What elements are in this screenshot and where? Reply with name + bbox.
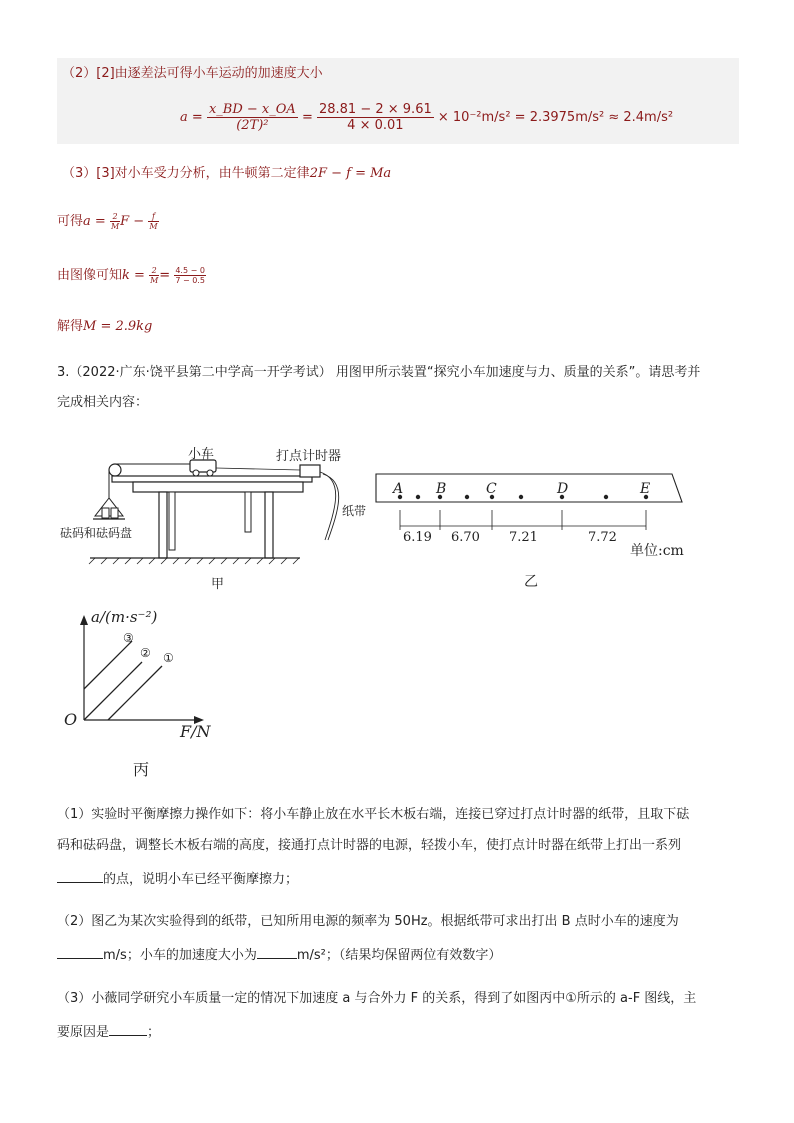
label-tape: 纸带 bbox=[342, 504, 367, 518]
tape-point-a: A bbox=[393, 481, 404, 497]
label-car: 小车 bbox=[188, 447, 215, 462]
question-intro-line1: 3.（2022·广东·饶平县第二中学高一开学考试） 用图甲所示装置“探究小车加速度与力、质量的关系”。请思考并 bbox=[57, 365, 701, 380]
table-top bbox=[133, 482, 303, 492]
tape-strip bbox=[376, 474, 682, 502]
q3-line1: （3）小薇同学研究小车质量一定的情况下加速度 a 与合外力 F 的关系，得到了如图丙中①所示的 a-F 图线，主 bbox=[57, 991, 697, 1006]
floor-hatch bbox=[89, 558, 299, 564]
weight-2 bbox=[111, 508, 118, 518]
graph-line-3 bbox=[84, 641, 132, 689]
q1-answer-blank[interactable] bbox=[57, 868, 103, 883]
graph-line-2 bbox=[84, 662, 142, 720]
part3-heading-text: （3）[3]对小车受力分析，由牛顿第二定律 bbox=[62, 166, 310, 181]
table-leg-4 bbox=[265, 492, 273, 558]
label-weights: 砝码和砝码盘 bbox=[60, 526, 133, 540]
tape-unit: 单位:cm bbox=[630, 543, 684, 559]
q1-line3 bbox=[57, 868, 298, 889]
tape-on-board bbox=[216, 468, 300, 470]
pulley-icon bbox=[109, 464, 121, 476]
q3-line2 bbox=[57, 1021, 160, 1042]
line-k-f1-den: M bbox=[150, 276, 159, 285]
label-timer: 打点计时器 bbox=[276, 449, 342, 464]
line-a-mid: F − bbox=[120, 214, 145, 229]
part3-heading bbox=[62, 165, 391, 183]
long-board bbox=[112, 476, 312, 482]
timer-body bbox=[300, 465, 320, 477]
q3-line2-text: 要原因是 bbox=[57, 1025, 110, 1040]
line-a-f1-num: 2 bbox=[110, 212, 120, 222]
q2-line2-b: m/s²；（结果均保留两位有效数字） bbox=[296, 948, 502, 963]
q2-acceleration-blank[interactable] bbox=[257, 944, 297, 959]
car-wheel-1 bbox=[193, 470, 199, 476]
graph-x-label: F/N bbox=[180, 722, 211, 741]
q1-line3-suffix: 的点，说明小车已经平衡摩擦力； bbox=[103, 872, 299, 887]
part3-equation: 2F − f = Ma bbox=[309, 166, 392, 181]
y-axis-arrow-icon bbox=[80, 615, 88, 625]
graph-line-label-1: ① bbox=[163, 651, 174, 665]
graph-line-label-2: ② bbox=[140, 646, 151, 660]
q1-line2: 码和砝码盘，调整长木板右端的高度，接通打点计时器的电源，轻拨小车，使打点计时器在纸带上打出一系列 bbox=[57, 838, 682, 853]
line-m-result bbox=[57, 318, 152, 336]
line-k-f1-num: 2 bbox=[149, 266, 159, 276]
line-k-frac2 bbox=[174, 266, 206, 285]
line-a-f2-num: f bbox=[148, 212, 158, 222]
line-k-f2-den: 7 − 0.5 bbox=[175, 276, 205, 285]
line-a-f1-den: M bbox=[110, 222, 120, 231]
tape-point-e: E bbox=[640, 481, 651, 497]
formula-eq1: = bbox=[191, 110, 203, 125]
formula-eq2: = bbox=[301, 110, 313, 125]
caption-bing: 丙 bbox=[133, 760, 150, 779]
line-k-lhs: k = bbox=[122, 268, 145, 283]
line-a-frac1 bbox=[110, 212, 120, 231]
table-leg-3 bbox=[245, 492, 251, 532]
line-a-lhs: a = bbox=[83, 214, 106, 229]
formula-num2: 28.81 − 2 × 9.61 bbox=[318, 102, 432, 117]
acceleration-formula bbox=[180, 102, 673, 133]
q3-answer-blank[interactable] bbox=[109, 1021, 147, 1036]
formula-den2: 4 × 0.01 bbox=[347, 118, 404, 133]
formula-lhs: a bbox=[180, 110, 188, 125]
tape-point-b: B bbox=[436, 481, 447, 497]
weight-1 bbox=[102, 508, 109, 518]
caption-jia: 甲 bbox=[211, 577, 225, 592]
graph-y-label-text: a/(m·s⁻²) bbox=[91, 608, 158, 626]
car-wheel-2 bbox=[207, 470, 213, 476]
part2-heading: （2）[2]由逐差法可得小车运动的加速度大小 bbox=[62, 66, 323, 81]
line-a-prefix: 可得 bbox=[57, 214, 84, 229]
line-m-value: M = 2.9kg bbox=[83, 319, 153, 334]
q2-line2-a: m/s；小车的加速度大小为 bbox=[103, 948, 257, 963]
tape-segment-2: 6.70 bbox=[451, 530, 480, 545]
line-a-f2-den: M bbox=[149, 222, 158, 231]
q2-line1: （2）图乙为某次实验得到的纸带，已知所用电源的频率为 50Hz。根据纸带可求出打出 B 点时小车的速度为 bbox=[57, 914, 679, 929]
q3-line2-end: ； bbox=[147, 1025, 161, 1040]
tape-point-c: C bbox=[486, 481, 497, 497]
tape-point-d: D bbox=[557, 481, 569, 497]
line-k-eq: = bbox=[159, 268, 171, 283]
graph-origin: O bbox=[64, 710, 78, 729]
formula-num1: x_BD − x_OA bbox=[208, 102, 296, 117]
caption-yi: 乙 bbox=[524, 574, 538, 590]
line-k-frac1 bbox=[149, 266, 159, 285]
line-m-prefix: 解得 bbox=[57, 319, 84, 334]
line-k-formula bbox=[57, 266, 206, 285]
formula-frac1 bbox=[207, 102, 298, 133]
line-a-formula bbox=[57, 212, 159, 231]
graph-line-1 bbox=[108, 666, 162, 720]
dimension-lines bbox=[400, 510, 646, 530]
table-leg-2 bbox=[169, 492, 175, 550]
formula-den1: (2T)² bbox=[236, 118, 269, 133]
line-k-prefix: 由图像可知 bbox=[57, 268, 123, 283]
line-a-frac2 bbox=[148, 212, 158, 231]
graph-line-label-3: ③ bbox=[123, 631, 134, 645]
table-leg-1 bbox=[159, 492, 167, 558]
formula-rest: × 10⁻²m/s² = 2.3975m/s² ≈ 2.4m/s² bbox=[437, 110, 674, 125]
graph-y-label bbox=[91, 608, 157, 626]
tape-segment-4: 7.72 bbox=[588, 530, 617, 545]
q1-line1: （1）实验时平衡摩擦力操作如下：将小车静止放在水平长木板右端，连接已穿过打点计时器的纸带，且取下砝 bbox=[57, 807, 690, 822]
q2-line2 bbox=[57, 944, 501, 965]
question-intro-line2: 完成相关内容： bbox=[57, 395, 149, 410]
q2-velocity-blank[interactable] bbox=[57, 944, 103, 959]
tape-segment-3: 7.21 bbox=[509, 530, 538, 545]
tape-segment-1: 6.19 bbox=[403, 530, 432, 545]
formula-frac2 bbox=[317, 102, 434, 133]
line-k-f2-num: 4.5 − 0 bbox=[175, 266, 205, 275]
tape-tail bbox=[320, 472, 336, 540]
